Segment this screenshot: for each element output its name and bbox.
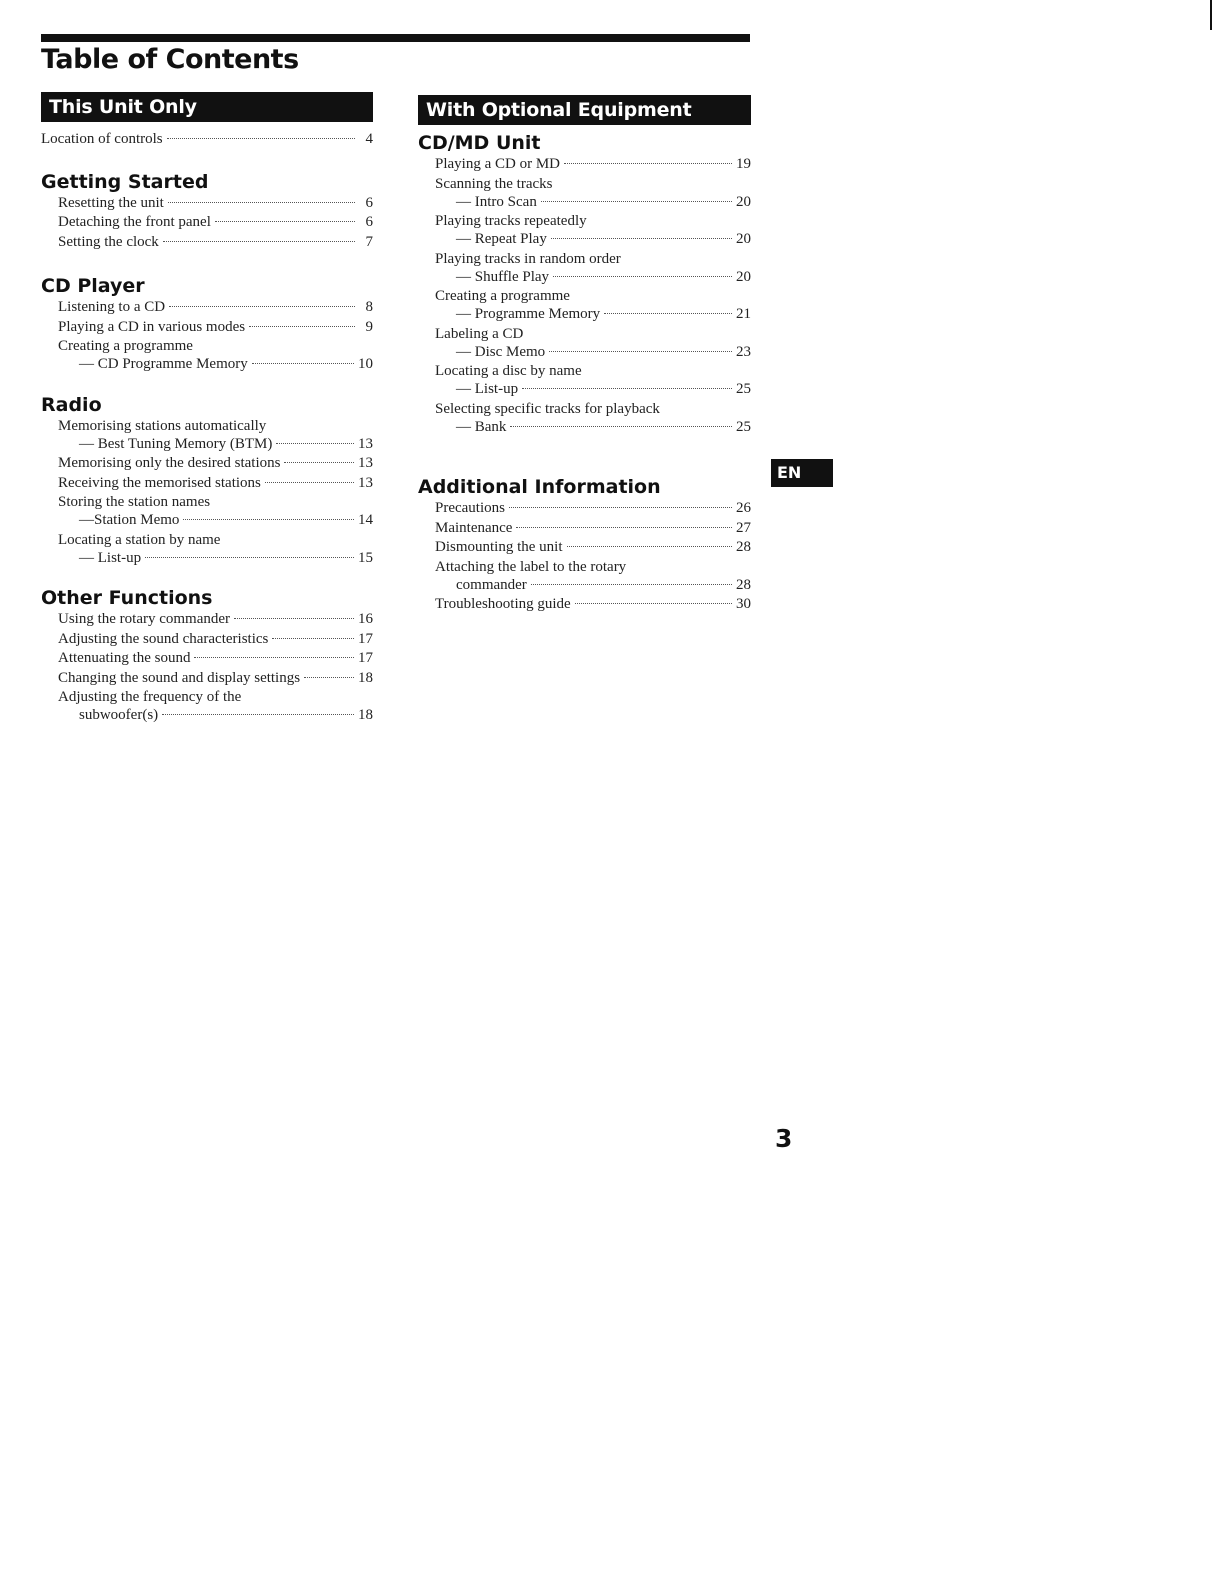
entry-label: Using the rotary commander	[58, 611, 231, 627]
leader-dots	[167, 138, 355, 139]
entry-page: 25	[736, 418, 751, 435]
section-title: Radio	[41, 393, 102, 416]
getting-started-section	[41, 170, 373, 253]
toc-entry[interactable]	[41, 298, 373, 318]
entry-label: Attenuating the sound	[58, 650, 191, 666]
leader-dots	[549, 351, 732, 352]
leader-dots	[252, 363, 354, 364]
entry-page: 17	[358, 630, 373, 647]
leader-dots	[575, 603, 732, 604]
leader-dots	[272, 638, 354, 639]
entry-label: Playing a CD or MD	[435, 156, 560, 172]
page-number: 3	[775, 1124, 793, 1153]
entry-page: 19	[736, 156, 751, 172]
entry-page: 8	[365, 299, 373, 315]
entry-label: Dismounting the unit	[435, 539, 563, 555]
toc-entry[interactable]	[41, 549, 373, 569]
entry-heading-line: Creating a programme	[435, 288, 570, 304]
toc-entry[interactable]	[418, 155, 751, 175]
leader-dots	[509, 507, 732, 508]
entry-page: 21	[736, 306, 751, 322]
entry-page: 20	[736, 193, 751, 210]
leader-dots	[553, 276, 732, 277]
entry-label: commander	[456, 576, 527, 593]
entry-page: 14	[358, 512, 373, 528]
toc-entry[interactable]	[41, 669, 373, 689]
entry-label: Playing a CD in various modes	[58, 318, 246, 335]
leader-dots	[194, 657, 354, 658]
entry-page: 27	[736, 519, 751, 536]
toc-entry[interactable]	[41, 355, 373, 375]
section-title: CD Player	[41, 275, 145, 297]
toc-entry[interactable]	[41, 474, 373, 494]
entry-heading-line: Locating a station by name	[58, 531, 221, 548]
entry-label: — List-up	[79, 549, 142, 566]
toc-entry[interactable]	[41, 130, 373, 150]
entry-heading-line: Adjusting the frequency of the	[58, 689, 242, 705]
entry-label: Receiving the memorised stations	[58, 474, 261, 491]
leader-dots	[163, 241, 355, 242]
leader-dots	[162, 714, 354, 715]
leader-dots	[304, 677, 354, 678]
entry-label: Listening to a CD	[58, 299, 166, 315]
leader-dots	[531, 584, 732, 585]
entry-page: 20	[736, 268, 751, 285]
entry-page: 26	[736, 500, 751, 516]
entry-page: 13	[358, 455, 373, 471]
toc-entry[interactable]	[418, 499, 751, 519]
entry-label: Changing the sound and display settings	[58, 669, 301, 686]
entry-heading-line: Labeling a CD	[435, 325, 524, 342]
radio-section	[41, 393, 373, 569]
leader-dots	[169, 306, 355, 307]
entry-label: subwoofer(s)	[79, 707, 159, 723]
leader-dots	[265, 482, 354, 483]
toc-entry[interactable]	[418, 538, 751, 558]
page-title: Table of Contents	[41, 44, 299, 75]
entry-label: Memorising only the desired stations	[58, 455, 281, 471]
top-rule	[41, 34, 750, 42]
leader-dots	[564, 163, 732, 164]
entry-label: — Programme Memory	[456, 306, 601, 322]
entry-label: —Station Memo	[79, 512, 180, 528]
entry-label: — Shuffle Play	[456, 268, 550, 285]
toc-entry[interactable]	[41, 610, 373, 630]
entry-page: 9	[365, 318, 373, 335]
entry-label: Setting the clock	[58, 233, 159, 250]
leader-dots	[276, 443, 354, 444]
section-title: Getting Started	[41, 170, 209, 193]
leader-dots	[510, 426, 732, 427]
entry-label: Maintenance	[435, 519, 513, 536]
toc-entry[interactable]	[41, 649, 373, 669]
leader-dots	[604, 313, 732, 314]
toc-entry[interactable]	[41, 511, 373, 531]
entry-page: 13	[358, 435, 373, 452]
entry-heading-line: Selecting specific tracks for playback	[435, 400, 660, 417]
entry-page: 13	[358, 474, 373, 491]
leader-dots	[516, 527, 732, 528]
entry-heading-line: Storing the station names	[58, 494, 211, 510]
toc-entry[interactable]	[41, 630, 373, 650]
cd-player-section	[41, 274, 373, 375]
cd-md-unit-section	[418, 131, 751, 437]
toc-entry[interactable]	[41, 194, 373, 214]
entry-label: — Intro Scan	[456, 193, 537, 210]
toc-entry[interactable]	[418, 418, 751, 438]
entry-page: 20	[736, 231, 751, 247]
entry-label: Troubleshooting guide	[435, 596, 571, 612]
section-title: CD/MD Unit	[418, 132, 541, 154]
leader-dots	[145, 557, 354, 558]
toc-entry[interactable]	[418, 576, 751, 596]
entry-page: 18	[358, 707, 373, 723]
entry-page: 18	[358, 669, 373, 686]
entry-page: 4	[365, 131, 373, 147]
scan-edge-mark	[1210, 0, 1212, 30]
toc-entry[interactable]	[41, 233, 373, 253]
right-column	[418, 95, 751, 615]
toc-entry[interactable]	[418, 595, 751, 615]
toc-entry[interactable]	[41, 706, 373, 726]
entry-label: — List-up	[456, 381, 519, 397]
entry-label: — Repeat Play	[456, 231, 547, 247]
additional-information-section	[418, 475, 751, 615]
toc-entry[interactable]	[418, 305, 751, 325]
section-title: Additional Information	[418, 476, 661, 498]
leader-dots	[249, 326, 355, 327]
toc-entry[interactable]	[418, 268, 751, 288]
leader-dots	[168, 202, 355, 203]
toc-entry[interactable]	[418, 230, 751, 250]
leader-dots	[522, 388, 732, 389]
entry-page: 17	[358, 650, 373, 666]
left-column	[41, 92, 373, 726]
entry-page: 23	[736, 343, 751, 360]
entry-page: 25	[736, 381, 751, 397]
toc-entry[interactable]	[418, 343, 751, 363]
entry-heading-line: Memorising stations automatically	[58, 417, 267, 434]
entry-page: 30	[736, 596, 751, 612]
entry-page: 7	[365, 233, 373, 250]
toc-entry[interactable]	[418, 519, 751, 539]
entry-label: — Best Tuning Memory (BTM)	[79, 435, 273, 452]
entry-page: 15	[358, 549, 373, 566]
leader-dots	[284, 462, 354, 463]
entry-label: Adjusting the sound characteristics	[58, 630, 269, 647]
entry-heading-line: Attaching the label to the rotary	[435, 558, 627, 575]
leader-dots	[541, 201, 732, 202]
entry-page: 6	[365, 194, 373, 211]
entry-page: 28	[736, 539, 751, 555]
entry-heading-line: Locating a disc by name	[435, 363, 582, 379]
this-unit-only-band: This Unit Only	[41, 92, 373, 122]
entry-label: — Disc Memo	[456, 343, 546, 360]
other-functions-section	[41, 586, 373, 726]
with-optional-equipment-band: With Optional Equipment	[418, 95, 751, 125]
toc-entry[interactable]	[41, 318, 373, 338]
entry-label: Detaching the front panel	[58, 214, 211, 230]
entry-heading-line: Playing tracks repeatedly	[435, 213, 587, 229]
entry-label: Resetting the unit	[58, 194, 164, 211]
toc-entry[interactable]	[418, 380, 751, 400]
entry-page: 28	[736, 576, 751, 593]
entry-label: — Bank	[456, 418, 507, 435]
toc-entry[interactable]	[41, 454, 373, 474]
entry-heading-line: Scanning the tracks	[435, 175, 553, 192]
leader-dots	[234, 618, 354, 619]
toc-entry[interactable]	[41, 213, 373, 233]
entry-label: Location of controls	[41, 131, 163, 147]
leader-dots	[215, 221, 355, 222]
entry-label: Precautions	[435, 500, 505, 516]
entry-page: 6	[365, 214, 373, 230]
entry-label: — CD Programme Memory	[79, 356, 248, 372]
toc-entry[interactable]	[418, 193, 751, 213]
leader-dots	[567, 546, 733, 547]
entry-page: 10	[358, 356, 373, 372]
language-tab-en: EN	[771, 459, 833, 487]
toc-entry[interactable]	[41, 435, 373, 455]
leader-dots	[183, 519, 354, 520]
entry-heading-line: Creating a programme	[58, 338, 193, 354]
entry-page: 16	[358, 611, 373, 627]
leader-dots	[551, 238, 732, 239]
section-title: Other Functions	[41, 587, 213, 609]
entry-heading-line: Playing tracks in random order	[435, 250, 621, 267]
